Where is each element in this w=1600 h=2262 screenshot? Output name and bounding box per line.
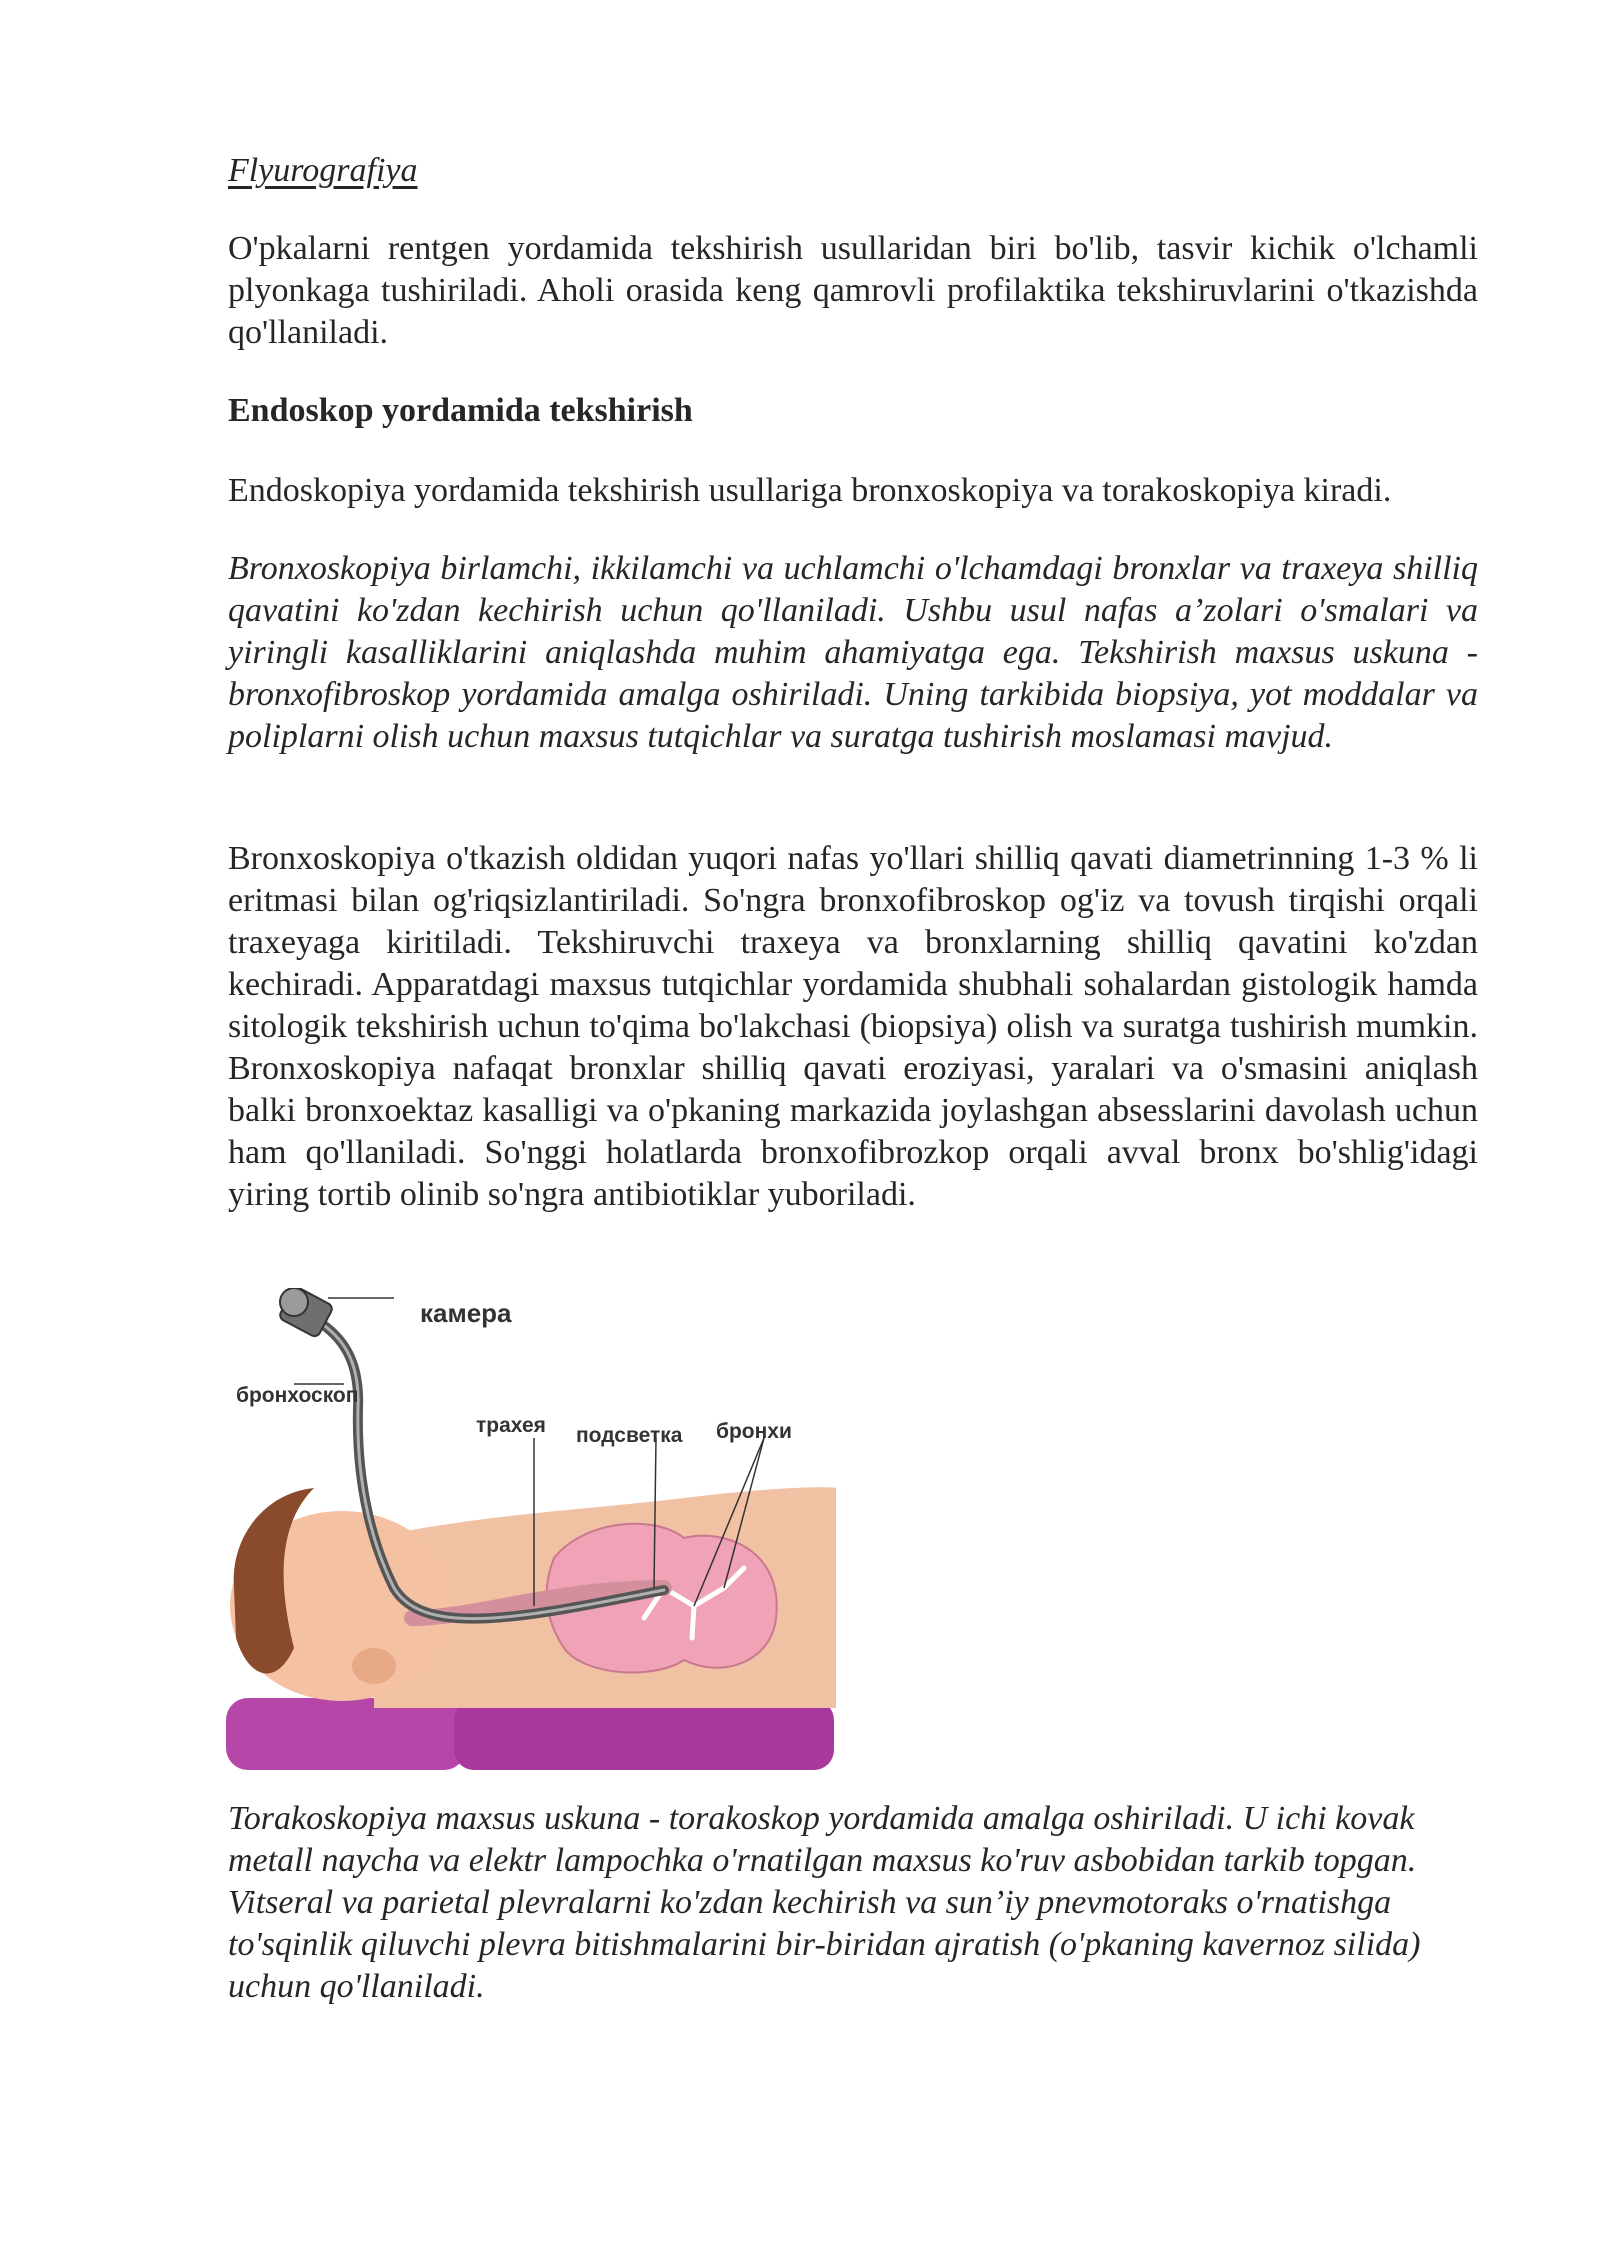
paragraph-flyurografiya-container xyxy=(228,228,1478,354)
paragraph-bronxoskopiya-italic: Bronxoskopiya birlamchi, ikkilamchi va uchlamchi o'lchamdagi bronxlar va traxeya shilliq qavatini ko'zdan kechirish uchun qo'llaniladi. Ushbu usul nafas a’zolari o'smalari va yiringli kasalliklarini aniqlashda muhim ahamiyatga ega. Tekshirish maxsus uskuna - bronxofibroskop yordamida amalga oshiriladi. Uning tarkibida biopsiya, yot moddalar va poliplarni olish uchun maxsus tutqichlar va suratga tushirish moslamasi mavjud. xyxy=(228,550,1478,755)
heading-endoskop: Endoskop yordamida tekshirish xyxy=(228,392,693,429)
paragraph-bronxoskopiya-italic-container xyxy=(228,548,1478,758)
heading-flyurografiya: Flyurografiya xyxy=(228,152,418,189)
label-bronchoscope: бронхоскоп xyxy=(236,1384,359,1407)
paragraph-torakoskopiya: Torakoskopiya maxsus uskuna - torakoskop yordamida amalga oshiriladi. U ichi kovak metall naycha va elektr lampochka o'rnatilgan maxsus ko'ruv asbobidan tarkib topgan. Vitseral va parietal plevralarni ko'zdan kechirish va sun’iy pnevmotoraks o'rnatishga to'sqinlik qiluvchi plevra bitishmalarini bir-biridan ajratish (o'pkaning kavernoz silida) uchun qo'llaniladi. xyxy=(228,1800,1421,2005)
label-light: подсветка xyxy=(576,1424,683,1447)
paragraph-endoskopiya-container xyxy=(228,470,1478,512)
label-camera: камера xyxy=(420,1298,512,1328)
paragraph-flyurografiya: O'pkalarni rentgen yordamida tekshirish usullaridan biri bo'lib, tasvir kichik o'lchamli plyonkaga tushiriladi. Aholi orasida keng qamrovli profilaktika tekshiruvlarini o'tkazishda qo'llaniladi. xyxy=(228,230,1478,351)
paragraph-endoskopiya: Endoskopiya yordamida tekshirish usullariga bronxoskopiya va torakoskopiya kiradi. xyxy=(228,472,1392,509)
paragraph-bronxoskopiya-procedure: Bronxoskopiya o'tkazish oldidan yuqori nafas yo'llari shilliq qavati diametrinning 1-3 % li eritmasi bilan og'riqsizlantiriladi. So'ngra bronxofibroskop og'iz va tovush tirqishi orqali traxeyaga kiritiladi. Tekshiruvchi traxeya va bronxlarning shilliq qavatini ko'zdan kechiradi. Apparatdagi maxsus tutqichlar yordamida shubhali sohalardan gistologik hamda sitologik tekshirish uchun to'qima bo'lakchasi (biopsiya) olish va suratga tushirish mumkin. Bronxoskopiya nafaqat bronxlar shilliq qavati eroziyasi, yaralari va o'smasini aniqlash balki bronxoektaz kasalligi va o'pkaning markazida joylashgan absesslarini davolash uchun ham qo'llaniladi. So'nggi holatlarda bronxofibrozkop orqali avval bronx bo'shlig'idagi yiring tortib olinib so'ngra antibiotiklar yuboriladi. xyxy=(228,840,1478,1213)
bronchoscopy-illustration xyxy=(224,1288,836,1778)
paragraph-torakoskopiya-container xyxy=(228,1798,1478,2008)
pillow-left xyxy=(226,1698,466,1770)
paragraph-bronxoskopiya-procedure-container xyxy=(228,838,1478,1216)
patient-ear xyxy=(352,1648,396,1684)
label-trachea: трахея xyxy=(476,1414,546,1437)
pillow-right xyxy=(454,1700,834,1770)
section-flyurografiya xyxy=(228,150,1478,192)
section-endoskop xyxy=(228,390,1478,432)
label-bronchi: бронхи xyxy=(716,1420,792,1443)
